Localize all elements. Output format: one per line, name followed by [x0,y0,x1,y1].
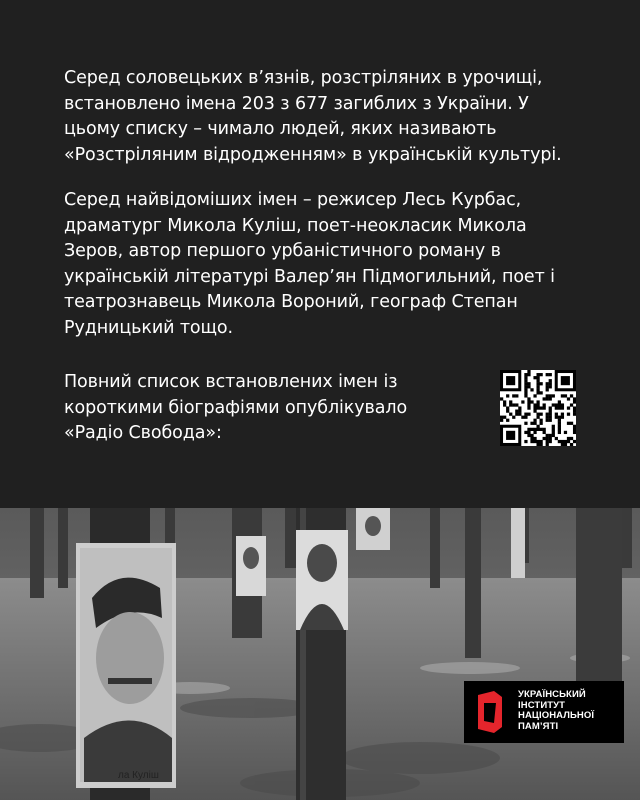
logo-text-line: ПАМ’ЯТІ [518,720,559,732]
institute-logo [464,681,624,743]
text-line: Серед соловецьких в’язнів, розстріляних в урочищі, [64,68,543,88]
text-line: «Радіо Свобода»: [64,423,222,443]
institute-logo-mark-icon [464,681,514,743]
text-line: встановлено імена 203 з 677 загиблих з України. У [64,93,529,114]
names-paragraph [64,188,584,341]
qr-code-icon[interactable] [500,370,576,446]
source-paragraph [64,370,464,447]
forest-scene-graphic [0,508,640,800]
institute-name [518,690,594,732]
text-line: українській літературі Валер’ян Підмогильний, поет і [64,266,555,287]
text-line: театрознавець Микола Вороний, географ Степан [64,292,518,312]
logo-text-line: УКРАЇНСЬКИЙ [518,689,586,700]
text-line: цьому списку – чимало людей, яких називають [64,119,497,139]
logo-text-line: НАЦІОНАЛЬНОЇ [518,710,595,721]
text-line: Рудницький тощо. [64,317,233,338]
qr-code-graphic [500,370,576,446]
text-line: «Розстріляним відродженням» в українській культурі. [64,144,562,165]
portrait-caption: ла Куліш [118,770,159,781]
text-line: Повний список встановлених імен із [64,372,398,392]
text-line: короткими біографіями опублікувало [64,397,408,418]
memorial-forest-photo [0,508,640,800]
logo-text-line: ІНСТИТУТ [518,699,566,711]
text-line: Серед найвідоміших імен – режисер Лесь Курбас, [64,190,522,210]
intro-paragraph [64,66,584,168]
text-line: драматург Микола Куліш, поет-неокласик Микола [64,215,527,236]
text-line: Зеров, автор першого урбаністичного роману в [64,241,501,261]
